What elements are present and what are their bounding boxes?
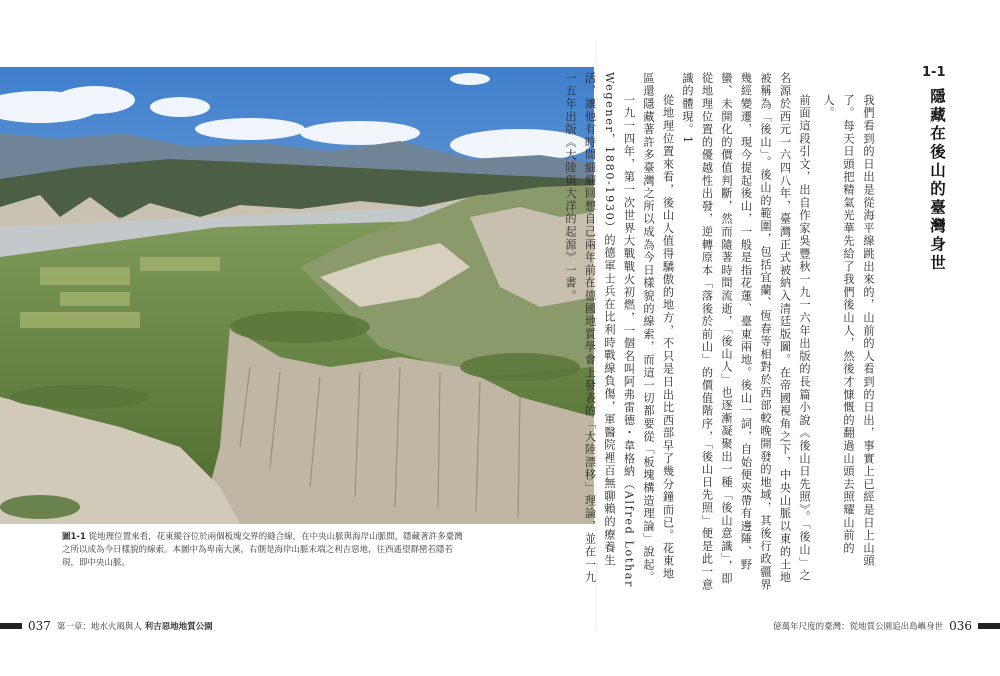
page-number-right: 036 — [949, 619, 972, 633]
intro-quote: 我們看到的日出是從海平線跳出來的，山前的人看到的日出，事實上已經是日上山頭了。每天日頭把精氣光華先給了我們後山人，然後才慷慨的翻過山頭去照耀山前的人。 — [822, 94, 875, 568]
page-number-left: 037 — [28, 619, 51, 633]
running-head-left — [57, 620, 213, 632]
section-title: 隱藏在後山的臺灣身世 — [928, 88, 946, 273]
footer-bar — [978, 623, 1000, 629]
section-number: 1-1 — [922, 65, 946, 80]
landscape-photo — [0, 67, 594, 524]
footer-bar — [0, 623, 22, 629]
paragraph: 前面這段引文，出自作家吳豐秋一九一六年出版的長篇小說《後山日先照》。「後山」之名源於西元一六四八年，臺灣正式被納入清廷版圖。在帝國視角之下，中央山脈以東的土地被稱為「後山」。後山的範圍，包括宜蘭、恆春等相對於西部較晚開發的地域，其後行政疆界幾經變遷，現今提起後山，一般是指花蓮、臺東兩地。後山一詞，自始便夾帶有邊陲、野蠻、未開化的價值判斷，然而隨著時間流逝，「後山人」也逐漸凝聚出一種「後山意識」，即從地理位置的優越性出發，逆轉原本「落後於前山」的價值階序，「後山日先照」便是此一意識的體現。1 — [681, 72, 811, 592]
body-text — [561, 72, 815, 592]
caption-label: 圖1-1 — [62, 532, 86, 542]
caption-text: 從地理位置來看，花東縱谷位於兩個板塊交界的縫合線，在中央山脈與海岸山脈間，隱藏著許多臺灣之所以成為今日樣貌的線索。本圖中為卑南大溪，右側是海岸山脈末端之利吉惡地，往西遙望群巒若隱若現，即中央山脈。 — [62, 532, 463, 568]
footer-right — [773, 619, 1000, 633]
paragraph: 一九一四年，第一次世界大戰戰火初燃，一個名叫阿弗雷德・韋格納（Alfred Lothar Wegener，1880-1930）的德軍士兵在比利時戰線負傷，軍醫院裡百無聊賴的療養生活，讓他有時間細細回想自己兩年前在德國地質學會上發表的「大陸漂移」理論，並在一九一五年出版《大陸與大洋的起源》一書。 — [564, 72, 636, 589]
chapter-title: 第一章：地水火風與人 — [56, 622, 142, 632]
paragraph: 從地理位置來看，後山人值得驕傲的地方，不只是日出比西部早了幾分鐘而已。花東地區還隱藏著許多臺灣之所以成為今日樣貌的線索，而這一切都要從「板塊構造理論」說起。 — [642, 72, 675, 584]
footer-left — [0, 619, 213, 633]
photo-caption — [62, 531, 467, 570]
chapter-place: 利吉惡地地質公園 — [144, 622, 213, 632]
running-head-right: 億萬年尺度的臺灣：從地質公園追出島嶼身世 — [773, 622, 944, 632]
